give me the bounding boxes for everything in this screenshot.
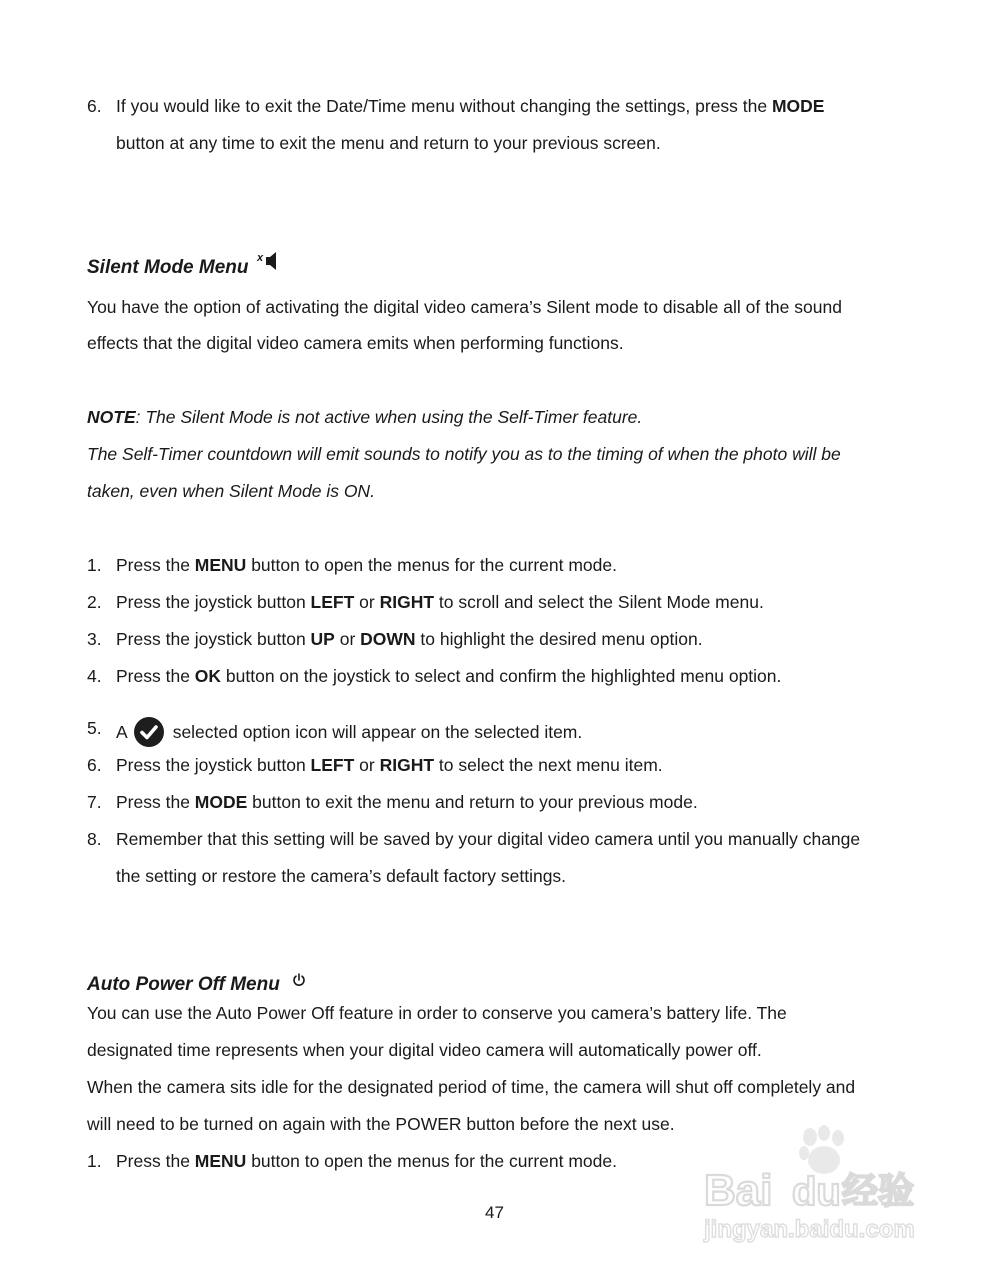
step-number: 4.: [87, 666, 102, 686]
auto-power-line-1: You can use the Auto Power Off feature in order to conserve you camera’s battery life. The: [87, 1003, 787, 1023]
silent-mode-heading: Silent Mode Menu x: [87, 252, 281, 280]
silent-step-4: Press the OK button on the joystick to select and confirm the highlighted menu option.: [116, 666, 782, 686]
note-line-1: NOTE: The Silent Mode is not active when using the Self-Timer feature.: [87, 407, 643, 427]
step-number: 7.: [87, 792, 102, 812]
step-number: 6.: [87, 755, 102, 775]
watermark-brand-bai: Bai: [704, 1166, 773, 1215]
silent-step-6: Press the joystick button LEFT or RIGHT to select the next menu item.: [116, 755, 663, 775]
silent-step-5: A selected option icon will appear on the selected item.: [116, 717, 582, 747]
step-number: 6.: [87, 96, 102, 116]
silent-step-2: Press the joystick button LEFT or RIGHT to scroll and select the Silent Mode menu.: [116, 592, 764, 612]
auto-power-line-2: designated time represents when your digital video camera will automatically power off.: [87, 1040, 762, 1060]
step-number: 1.: [87, 555, 102, 575]
watermark-brand-cn: 经验: [842, 1171, 915, 1212]
auto-power-off-heading: Auto Power Off Menu: [87, 970, 306, 997]
silent-step-1: Press the MENU button to open the menus for the current mode.: [116, 555, 617, 575]
note-line-2: The Self-Timer countdown will emit sounds to notify you as to the timing of when the photo will be: [87, 444, 841, 464]
step-number: 5.: [87, 718, 102, 738]
checkmark-circle-icon: [134, 717, 164, 747]
silent-step-7: Press the MODE button to exit the menu and return to your previous mode.: [116, 792, 698, 812]
step-number: 2.: [87, 592, 102, 612]
baidu-jingyan-watermark: [700, 1125, 935, 1245]
note-line-3: taken, even when Silent Mode is ON.: [87, 481, 375, 501]
watermark-url: jingyan.baidu.com: [704, 1216, 915, 1243]
mute-speaker-icon: [257, 252, 281, 277]
auto-power-line-3: When the camera sits idle for the designated period of time, the camera will shut off completely and: [87, 1077, 856, 1097]
silent-mode-paragraph-line-2: effects that the digital video camera emits when performing functions.: [87, 333, 624, 353]
silent-step-3: Press the joystick button UP or DOWN to highlight the desired menu option.: [116, 629, 703, 649]
step-number: 8.: [87, 829, 102, 849]
step-6-line-2: button at any time to exit the menu and return to your previous screen.: [116, 133, 661, 153]
svg-text:x: x: [256, 252, 263, 264]
step-number: 3.: [87, 629, 102, 649]
step-6-line-1: If you would like to exit the Date/Time menu without changing the settings, press the MODE: [116, 96, 825, 116]
power-icon: [292, 970, 306, 994]
silent-mode-paragraph-line-1: You have the option of activating the digital video camera’s Silent mode to disable all of the sound: [87, 297, 842, 317]
silent-step-8-line-1: Remember that this setting will be saved by your digital video camera until you manually change: [116, 829, 861, 849]
page-number: 47: [485, 1203, 504, 1222]
auto-power-step-1: Press the MENU button to open the menus for the current mode.: [116, 1151, 617, 1171]
auto-power-line-4: will need to be turned on again with the POWER button before the next use.: [87, 1114, 675, 1134]
silent-step-8-line-2: the setting or restore the camera’s default factory settings.: [116, 866, 567, 886]
watermark-brand-du: du: [792, 1170, 841, 1214]
step-number: 1.: [87, 1151, 102, 1171]
